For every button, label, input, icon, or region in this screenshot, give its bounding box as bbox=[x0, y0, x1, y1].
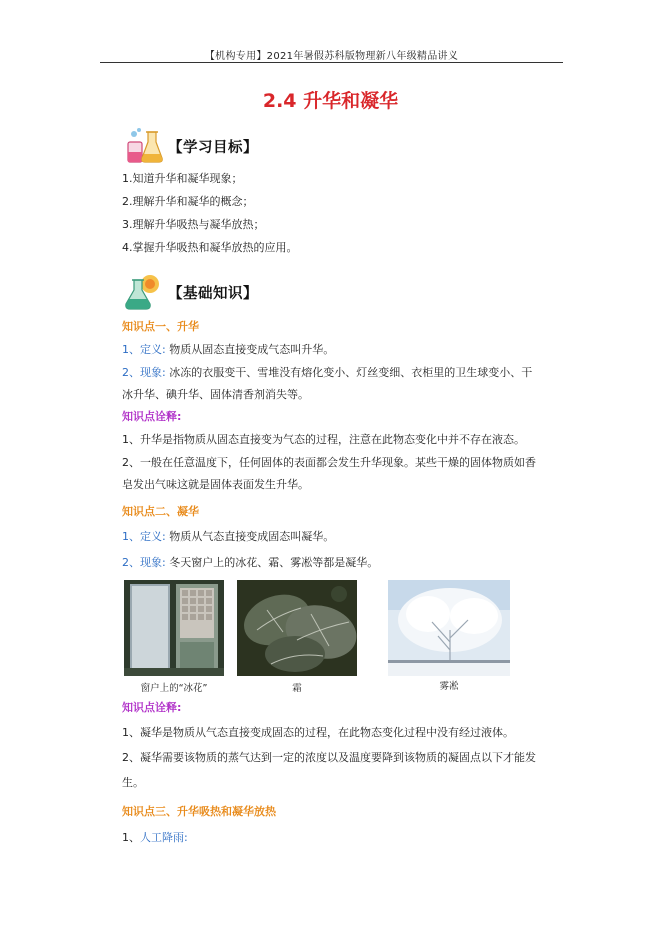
objective-item: 1.知道升华和凝华现象； bbox=[122, 172, 243, 185]
rime-tree-photo bbox=[388, 580, 510, 676]
kp1-note-2: 2、一般在任意温度下，任何固体的表面都会发生升华现象。某些干燥的固体物质如香 bbox=[122, 456, 536, 469]
caption-window-frost: 窗户上的“冰花” bbox=[140, 683, 208, 694]
kp2-def-text: 物质从气态直接变成固态叫凝华。 bbox=[165, 530, 335, 543]
kp1-note-title: 知识点诠释: bbox=[122, 410, 182, 423]
kp2-note-title: 知识点诠释: bbox=[122, 701, 182, 714]
kp1-title: 知识点一、升华 bbox=[122, 320, 199, 333]
objective-item: 2.理解升华和凝华的概念； bbox=[122, 195, 254, 208]
kp1-note-2-cont: 皂发出气味这就是固体表面发生升华。 bbox=[122, 478, 309, 491]
kp2-phenomena bbox=[122, 554, 378, 570]
kp2-phen-label: 2、现象: bbox=[122, 556, 166, 569]
kp2-phen-text: 冬天窗户上的冰花、霜、雾凇等都是凝华。 bbox=[165, 556, 379, 569]
kp1-phen-text: 冰冻的衣服变干、雪堆没有熔化变小、灯丝变细、衣柜里的卫生球变小、干 bbox=[165, 366, 533, 379]
kp1-phen-label: 2、现象: bbox=[122, 366, 166, 379]
page-header: 【机构专用】2021年暑假苏科版物理新八年级精品讲义 bbox=[204, 51, 459, 62]
objective-item: 3.理解升华吸热与凝华放热； bbox=[122, 218, 265, 231]
frost-leaves-photo bbox=[237, 580, 357, 676]
kp2-def-label: 1、定义: bbox=[122, 530, 166, 543]
caption-rime: 雾凇 bbox=[439, 681, 459, 692]
kp2-note-2-cont: 生。 bbox=[122, 776, 144, 789]
kp3-title: 知识点三、升华吸热和凝华放热 bbox=[122, 805, 276, 818]
kp3-item-1-label: 1、 bbox=[122, 831, 140, 844]
page-title: 2.4 升华和凝华 bbox=[262, 90, 399, 112]
header-divider bbox=[100, 62, 563, 63]
kp1-definition bbox=[122, 341, 334, 357]
kp2-title: 知识点二、凝华 bbox=[122, 505, 199, 518]
basics-heading bbox=[122, 270, 258, 314]
objectives-heading bbox=[122, 124, 258, 168]
kp1-def-text: 物质从固态直接变成气态叫升华。 bbox=[165, 343, 335, 356]
objective-item: 4.掌握升华吸热和凝华放热的应用。 bbox=[122, 241, 298, 254]
kp1-def-label: 1、定义: bbox=[122, 343, 166, 356]
caption-frost: 霜 bbox=[292, 683, 302, 694]
kp1-phenomena-cont: 冰升华、碘升华、固体清香剂消失等。 bbox=[122, 388, 309, 401]
kp1-phenomena bbox=[122, 364, 532, 380]
kp3-item-1 bbox=[122, 829, 188, 845]
beaker-bulb-icon bbox=[122, 270, 166, 314]
kp3-item-1-text: 人工降雨: bbox=[140, 831, 188, 844]
kp2-note-2: 2、凝华需要该物质的蒸气达到一定的浓度以及温度要降到该物质的凝固点以下才能发 bbox=[122, 751, 536, 764]
window-frost-photo bbox=[124, 580, 224, 676]
flask-icon bbox=[122, 124, 166, 168]
objectives-title: 【学习目标】 bbox=[168, 139, 258, 156]
kp1-note-1: 1、升华是指物质从固态直接变为气态的过程，注意在此物态变化中并不存在液态。 bbox=[122, 433, 525, 446]
basics-title: 【基础知识】 bbox=[168, 285, 258, 302]
kp2-note-1: 1、凝华是物质从气态直接变成固态的过程，在此物态变化过程中没有经过液体。 bbox=[122, 726, 514, 739]
kp2-definition bbox=[122, 528, 334, 544]
